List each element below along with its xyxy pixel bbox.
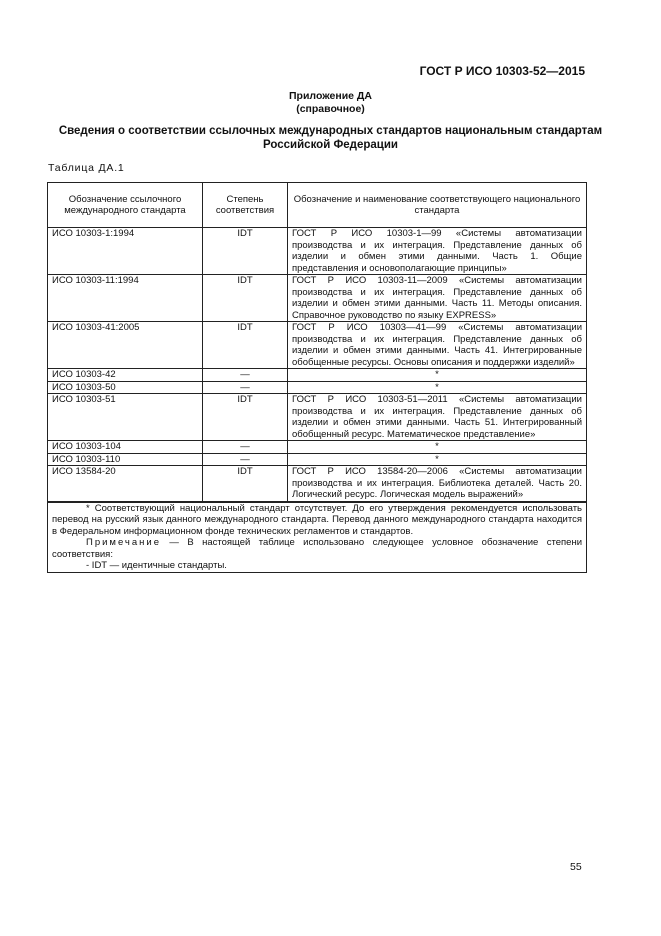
heading-line-1: Сведения о соответствии ссылочных международных стандартов национальным стандартам (58, 125, 603, 137)
annex-subtitle: (справочное) (296, 103, 365, 115)
cell-reference: ИСО 10303-1:1994 (48, 228, 203, 275)
cell-national: ГОСТ Р ИСО 10303-1—99 «Системы автоматизации производства и их интеграция. Представление данных об изделии и обмен этими данными. Часть 1. Общие представления и основополагающие принципы» (288, 228, 587, 275)
footnote-text: * Соответствующий национальный стандарт отсутствует. До его утверждения рекомендуется использовать перевод на русский язык данного международного стандарта. Перевод данного международного стандарта находится в Федеральном информационном фонде технических регламентов и стандартов. (52, 502, 582, 537)
table-row (48, 466, 587, 502)
cell-degree: IDT (203, 322, 288, 369)
cell-national: ГОСТ Р ИСО 10303-11—2009 «Системы автоматизации производства и их интеграция. Представление данных об изделии и обмен этими данными. Часть 11. Методы описания. Справочное руководство по языку EXPRESS» (288, 275, 587, 322)
cell-national: * (288, 381, 587, 394)
table-row (48, 228, 587, 275)
cell-degree: — (203, 453, 288, 466)
note-text: — В настоящей таблице использовано следующее условное обозначение степени соответствия: (52, 537, 582, 560)
cell-national: * (288, 369, 587, 382)
note-paragraph (52, 537, 582, 560)
table-row (48, 369, 587, 382)
page-number: 55 (570, 861, 582, 873)
cell-national: ГОСТ Р ИСО 13584-20—2006 «Системы автоматизации производства и их интеграция. Библиотека деталей. Часть 20. Логический ресурс. Логическая модель выражений» (288, 466, 587, 502)
cell-reference: ИСО 10303-50 (48, 381, 203, 394)
note-item: - IDT — идентичные стандарты. (86, 560, 227, 571)
table-row (48, 322, 587, 369)
header-reference-standard: Обозначение ссылочного международного стандарта (48, 183, 203, 228)
cell-national: ГОСТ Р ИСО 10303—41—99 «Системы автоматизации производства и их интеграция. Представление данных об изделии и обмен этими данными. Часть 41. Интегрированные обобщенные ресурсы. Основы описания и поддержки изделий» (288, 322, 587, 369)
table-caption: Таблица ДА.1 (48, 162, 125, 174)
cell-reference: ИСО 10303-104 (48, 441, 203, 454)
cell-reference: ИСО 10303-42 (48, 369, 203, 382)
cell-degree: — (203, 369, 288, 382)
cell-degree: IDT (203, 394, 288, 441)
cell-degree: IDT (203, 466, 288, 502)
cell-degree: — (203, 441, 288, 454)
annex-title-block (0, 90, 661, 116)
cell-reference: ИСО 10303-41:2005 (48, 322, 203, 369)
cell-national: * (288, 441, 587, 454)
cell-reference: ИСО 10303-110 (48, 453, 203, 466)
table-row (48, 394, 587, 441)
header-degree: Степень соответствия (203, 183, 288, 228)
cell-degree: — (203, 381, 288, 394)
cell-national: * (288, 453, 587, 466)
annex-title: Приложение ДА (289, 90, 372, 102)
table-row (48, 381, 587, 394)
cell-degree: IDT (203, 275, 288, 322)
header-national-standard: Обозначение и наименование соответствующего национального стандарта (288, 183, 587, 228)
table-row (48, 453, 587, 466)
standard-code: ГОСТ Р ИСО 10303-52—2015 (419, 64, 585, 78)
note-label: Примечание (86, 537, 161, 548)
correspondence-table (47, 182, 587, 573)
cell-reference: ИСО 10303-11:1994 (48, 275, 203, 322)
table-row (48, 275, 587, 322)
cell-reference: ИСО 13584-20 (48, 466, 203, 502)
table-footnote-row (48, 502, 587, 573)
table-row (48, 441, 587, 454)
cell-national: ГОСТ Р ИСО 10303-51—2011 «Системы автоматизации производства и их интеграция. Представление данных об изделии и обмен этими данными. Часть 51. Интегрированный обобщенный ресурс. Математическое представление» (288, 394, 587, 441)
table-footnote (48, 502, 587, 573)
heading-line-2: Российской Федерации (262, 139, 398, 151)
document-heading (40, 124, 621, 152)
cell-degree: IDT (203, 228, 288, 275)
table-header-row (48, 183, 587, 228)
cell-reference: ИСО 10303-51 (48, 394, 203, 441)
